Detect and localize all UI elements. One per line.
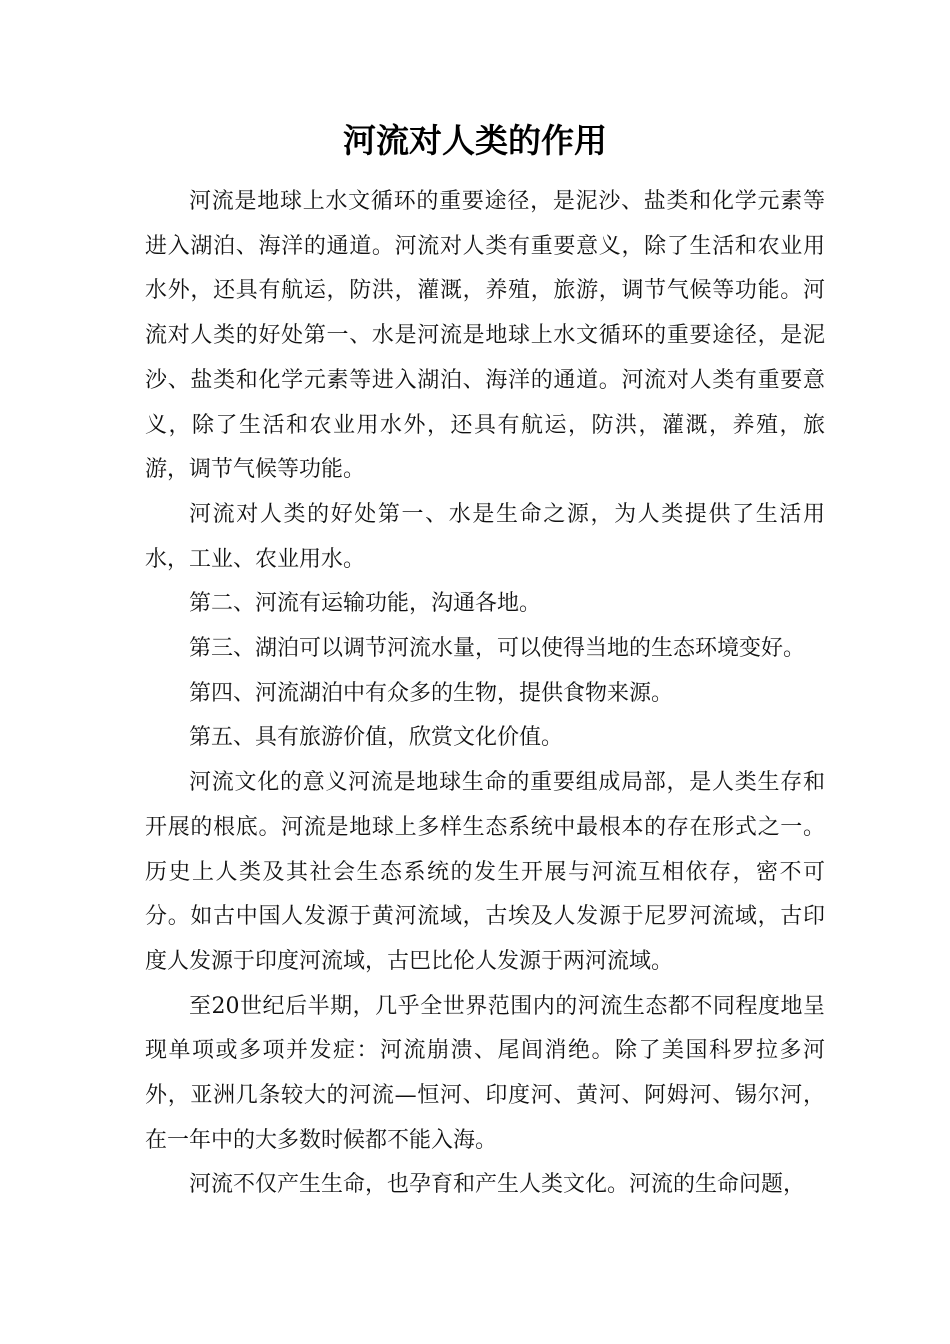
document-body xyxy=(145,180,825,1208)
paragraph-benefit-4: 第四、河流湖泊中有众多的生物，提供食物来源。 xyxy=(189,680,674,706)
paragraph-benefit-1: 河流对人类的好处第一、水是生命之源，为人类提供了生活用水，工业、农业用水。 xyxy=(145,501,825,572)
paragraph-benefit-2: 第二、河流有运输功能，沟通各地。 xyxy=(189,591,542,617)
paragraph-river-life: 河流不仅产生生命，也孕育和产生人类文化。河流的生命问题， xyxy=(189,1172,806,1198)
paragraph-benefit-3: 第三、湖泊可以调节河流水量，可以使得当地的生态环境变好。 xyxy=(189,636,806,662)
paragraph-intro: 河流是地球上水文循环的重要途径，是泥沙、盐类和化学元素等进入湖泊、海洋的通道。河流对人类有重要意义，除了生活和农业用水外，还具有航运，防洪，灌溉，养殖，旅游，调节气候等功能。河流对人类的好处第一、水是河流是地球上水文循环的重要途径，是泥沙、盐类和化学元素等进入湖泊、海洋的通道。河流对人类有重要意义，除了生活和农业用水外，还具有航运，防洪，灌溉，养殖，旅游，调节气候等功能。 xyxy=(145,189,825,483)
paragraph-benefit-5: 第五、具有旅游价值，欣赏文化价值。 xyxy=(189,725,564,751)
paragraph-river-culture: 河流文化的意义河流是地球生命的重要组成局部，是人类生存和开展的根底。河流是地球上多样生态系统中最根本的存在形式之一。历史上人类及其社会生态系统的发生开展与河流互相依存，密不可分。如古中国人发源于黄河流域，古埃及人发源于尼罗河流域，古印度人发源于印度河流域，古巴比伦人发源于两河流域。 xyxy=(145,770,825,974)
paragraph-20th-century: 至20世纪后半期，几乎全世界范围内的河流生态都不同程度地呈现单项或多项并发症：河流崩溃、尾闾消绝。除了美国科罗拉多河外，亚洲几条较大的河流—恒河、印度河、黄河、阿姆河、锡尔河，在一年中的大多数时候都不能入海。 xyxy=(145,993,825,1153)
document-title: 河流对人类的作用 xyxy=(343,121,607,160)
